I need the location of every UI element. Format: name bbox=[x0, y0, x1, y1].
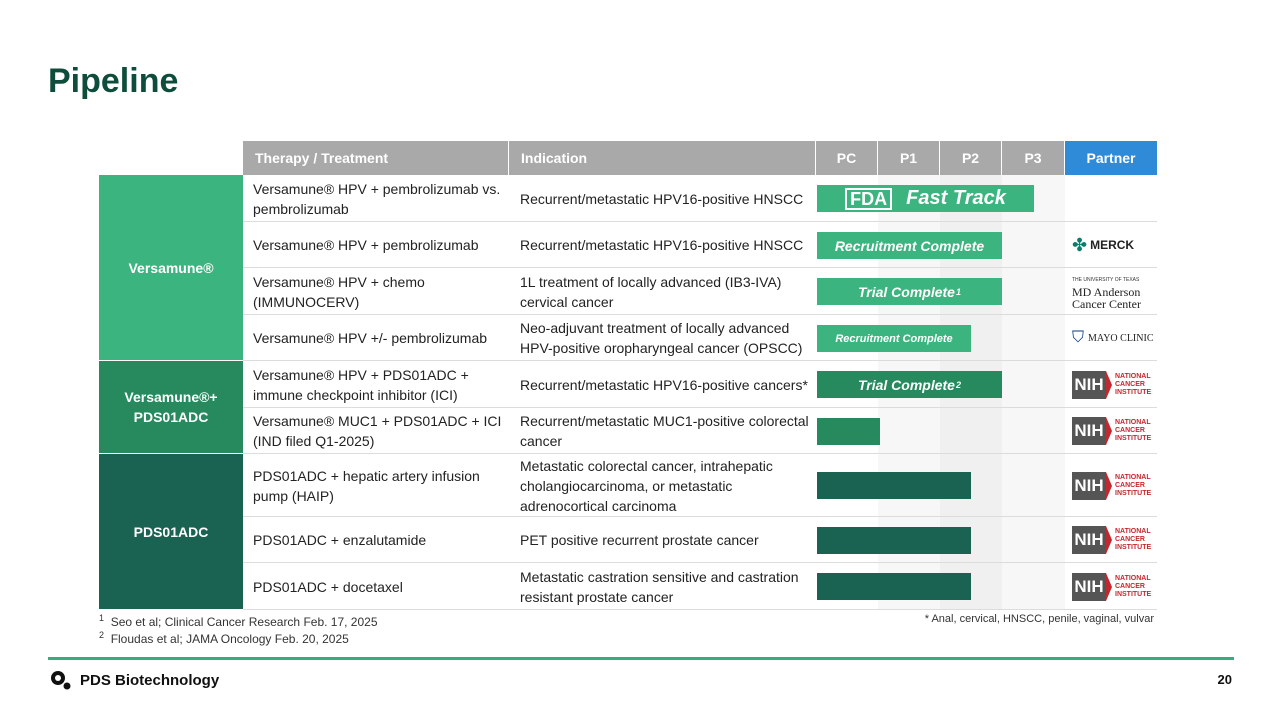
indication-cell: PET positive recurrent prostate cancer bbox=[520, 532, 759, 548]
merck-logo bbox=[1072, 222, 1157, 268]
header-p3: P3 bbox=[1002, 141, 1065, 175]
footnote-1-number: 1 bbox=[99, 613, 105, 623]
bar-superscript: 2 bbox=[955, 379, 961, 390]
indication-cell: Recurrent/metastatic HPV16-positive HNSCC bbox=[520, 237, 804, 253]
indication-cell: Recurrent/metastatic HPV16-positive HNSCC bbox=[520, 190, 804, 207]
header-partner: Partner bbox=[1065, 141, 1157, 175]
indication-cell: Metastatic castration sensitive and castration resistant prostate cancer bbox=[520, 568, 799, 605]
footnote-2-number: 2 bbox=[99, 630, 105, 640]
mayo-shield-icon: ⛉ bbox=[1072, 329, 1085, 346]
nih-box: NIH bbox=[1072, 417, 1106, 445]
header-p1: P1 bbox=[878, 141, 940, 175]
nih-logo-mark bbox=[1072, 417, 1157, 445]
bar-label: Fast Track bbox=[906, 187, 1006, 209]
footnote-1 bbox=[99, 613, 378, 629]
group-versamune: Versamune® bbox=[99, 175, 243, 361]
mayo-clinic-logo bbox=[1072, 315, 1157, 361]
therapy-cell: PDS01ADC + hepatic artery infusion pump (HAIP) bbox=[253, 467, 480, 504]
partner-empty bbox=[1072, 175, 1157, 222]
stage-progress-bar bbox=[817, 472, 971, 499]
nih-text: NATIONAL CANCER INSTITUTE bbox=[1115, 473, 1152, 497]
therapy-cell: Versamune® HPV +/- pembrolizumab bbox=[253, 330, 488, 346]
indication-cell: Neo-adjuvant treatment of locally advanced HPV-positive oropharyngeal cancer (OPSCC) bbox=[520, 320, 803, 356]
bar-superscript: 1 bbox=[955, 286, 961, 297]
footnote-star: * Anal, cervical, HNSCC, penile, vaginal, vulvar bbox=[924, 613, 1154, 625]
mayo-text: MAYO CLINIC bbox=[1088, 332, 1154, 344]
nih-logo-mark bbox=[1072, 371, 1157, 399]
header-p2: P2 bbox=[940, 141, 1002, 175]
nih-logo bbox=[1072, 563, 1157, 610]
nih-box: NIH bbox=[1072, 526, 1106, 554]
stage-progress-bar bbox=[817, 278, 1002, 305]
pds-logo-icon bbox=[50, 670, 72, 690]
group-versamune-pds01adc: Versamune®+ PDS01ADC bbox=[99, 361, 243, 454]
nih-logo bbox=[1072, 361, 1157, 408]
company-name: PDS Biotechnology bbox=[80, 671, 220, 689]
page-title: Pipeline bbox=[48, 62, 179, 100]
stage-column-p3 bbox=[1002, 175, 1065, 610]
nih-box: NIH bbox=[1072, 472, 1106, 500]
nih-text: NATIONAL CANCER INSTITUTE bbox=[1115, 528, 1152, 551]
bar-label: Recruitment Complete bbox=[835, 332, 953, 345]
merck-text: MERCK bbox=[1090, 238, 1135, 252]
indication-cell: 1L treatment of locally advanced (IB3-IVA) cervical cancer bbox=[520, 273, 782, 310]
nih-logo bbox=[1072, 408, 1157, 454]
stage-progress-bar bbox=[817, 371, 1002, 398]
indication-cell: Recurrent/metastatic MUC1-positive colorectal cancer bbox=[520, 413, 809, 449]
md-anderson-logo bbox=[1072, 268, 1157, 315]
header-pc: PC bbox=[816, 141, 878, 175]
stage-progress-bar bbox=[817, 325, 971, 352]
nih-text: NATIONAL CANCER INSTITUTE bbox=[1115, 574, 1152, 598]
nih-logo-mark bbox=[1072, 573, 1157, 601]
footnote-1-text: Seo et al; Clinical Cancer Research Feb. 17, 2025 bbox=[110, 615, 378, 629]
nih-logo bbox=[1072, 454, 1157, 517]
nih-text: NATIONAL CANCER INSTITUTE bbox=[1115, 419, 1152, 442]
group-pds01adc: PDS01ADC bbox=[99, 454, 243, 610]
bar-label: Recruitment Complete bbox=[834, 237, 985, 254]
bar-label: Trial Complete bbox=[857, 376, 955, 393]
footnote-2-text: Floudas et al; JAMA Oncology Feb. 20, 2025 bbox=[110, 632, 349, 646]
stage-progress-bar bbox=[817, 418, 880, 445]
header-indication: Indication bbox=[509, 141, 816, 175]
nih-text: NATIONAL CANCER INSTITUTE bbox=[1115, 372, 1152, 396]
nih-box: NIH bbox=[1072, 371, 1106, 399]
company-brand bbox=[50, 670, 219, 690]
stage-progress-bar bbox=[817, 573, 971, 600]
pipeline-table bbox=[99, 141, 1157, 610]
nih-logo-mark bbox=[1072, 526, 1157, 554]
footer-divider bbox=[48, 657, 1234, 660]
nih-box: NIH bbox=[1072, 573, 1106, 601]
therapy-cell: PDS01ADC + enzalutamide bbox=[253, 532, 427, 548]
page-number: 20 bbox=[1217, 672, 1232, 687]
therapy-cell: Versamune® HPV + pembrolizumab bbox=[253, 237, 479, 253]
md-anderson-text: MD Anderson Cancer Center bbox=[1072, 284, 1141, 311]
indication-cell: Metastatic colorectal cancer, intrahepatic cholangiocarcinoma, or metastatic adrenocortical carcinoma bbox=[520, 457, 773, 514]
therapy-cell: Versamune® HPV + PDS01ADC + immune checkpoint inhibitor (ICI) bbox=[253, 366, 469, 403]
md-anderson-top: THE UNIVERSITY OF TEXAS bbox=[1072, 276, 1140, 283]
nih-logo-mark bbox=[1072, 472, 1157, 500]
indication-cell: Recurrent/metastatic HPV16-positive cancers* bbox=[520, 376, 808, 393]
bar-label: Trial Complete bbox=[857, 283, 955, 300]
therapy-cell: Versamune® HPV + pembrolizumab vs. pembrolizumab bbox=[253, 180, 501, 217]
nih-logo bbox=[1072, 517, 1157, 563]
footnote-2 bbox=[99, 630, 349, 646]
therapy-cell: PDS01ADC + docetaxel bbox=[253, 578, 403, 595]
stage-progress-bar bbox=[817, 185, 1034, 212]
stage-progress-bar bbox=[817, 232, 1002, 259]
therapy-cell: Versamune® HPV + chemo (IMMUNOCERV) bbox=[253, 273, 425, 310]
header-therapy: Therapy / Treatment bbox=[243, 141, 509, 175]
merck-icon: ✤ bbox=[1072, 234, 1088, 255]
therapy-cell: Versamune® MUC1 + PDS01ADC + ICI (IND filed Q1-2025) bbox=[253, 413, 502, 449]
stage-progress-bar bbox=[817, 527, 971, 554]
fda-logo: FDA bbox=[845, 188, 892, 210]
